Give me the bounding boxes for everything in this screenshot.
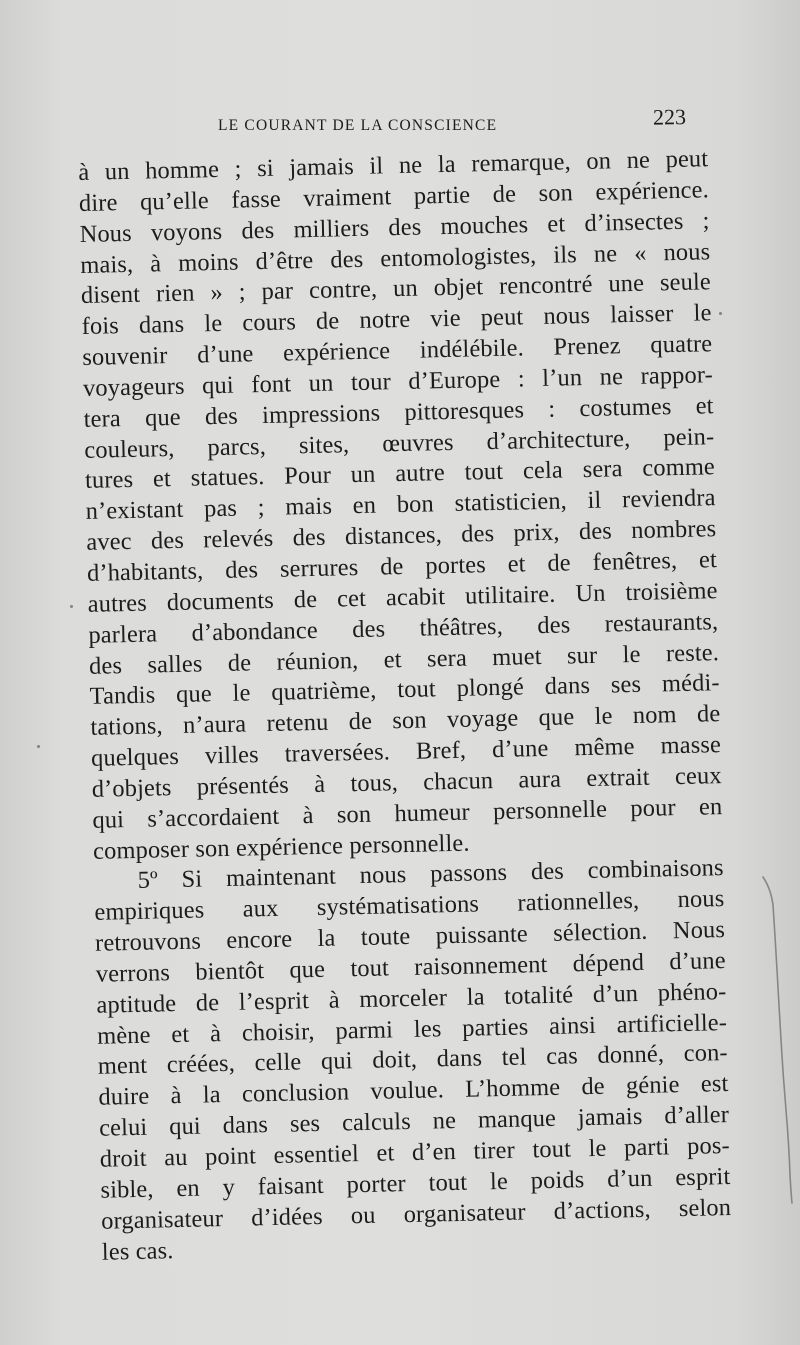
text-line: couleurs, parcs, sites, œuvres d’architecture, pein- xyxy=(84,422,715,464)
text-line: tations, n’aura retenu de son voyage que le nom de xyxy=(90,700,721,742)
text-line: voyageurs qui font un tour d’Europe : l’un ne rappor- xyxy=(82,361,714,402)
text-line: sible, en y faisant porter tout le poids d’un esprit xyxy=(100,1162,731,1204)
text-line: retrouvons encore la toute puissante sélection. Nous xyxy=(94,916,726,957)
text-line: tures et statues. Pour un autre tout cela sera comme xyxy=(84,453,716,495)
text-line: organisateur d’idées ou organisateur d’actions, selon xyxy=(100,1193,732,1235)
text-line: verrons bientôt que tout raisonnement dépend d’une xyxy=(95,947,726,988)
text-line: disent rien » ; par contre, un objet rencontré une seule xyxy=(80,268,712,310)
text-line: fois dans le cours de notre vie peut nous laisser le xyxy=(81,299,712,341)
text-line: tera que des impressions pittoresques : costumes et xyxy=(83,391,714,433)
page-number: 223 xyxy=(652,104,687,130)
text-line: d’habitants, des serrures de portes et de fenêtres, et xyxy=(86,546,718,587)
page-speck xyxy=(719,312,722,315)
text-line: 5º Si maintenant nous passons des combinaisons xyxy=(137,854,724,895)
page-speck xyxy=(70,605,73,608)
text-line: mène et à choisir, parmi les parties ainsi artificielle- xyxy=(96,1008,728,1050)
text-line: duire à la conclusion voulue. L’homme de génie est xyxy=(98,1070,729,1112)
text-line: quelques villes traversées. Bref, d’une même masse xyxy=(90,731,722,772)
text-line: parlera d’abondance des théâtres, des restaurants, xyxy=(88,607,719,649)
text-line: empiriques aux systématisations rationnelles, nous xyxy=(94,885,725,927)
text-line: composer son expérience personnelle. xyxy=(92,829,470,865)
text-line: avec des relevés des distances, des prix, des nombres xyxy=(86,515,717,557)
text-line: celui qui dans ses calculs ne manque jamais d’aller xyxy=(98,1101,730,1142)
text-line: droit au point essentiel et d’en tirer tout le parti pos- xyxy=(99,1132,730,1173)
text-line: Tandis que le quatrième, tout plongé dans ses médi- xyxy=(89,669,720,711)
text-line: d’objets présentés à tous, chacun aura extrait ceux xyxy=(91,761,722,803)
body-text xyxy=(78,144,732,1268)
running-title: LE COURANT DE LA CONSCIENCE xyxy=(218,117,498,134)
page-speck xyxy=(37,745,40,748)
text-line: n’existant pas ; mais en bon statisticien, il reviendra xyxy=(85,484,716,526)
text-line: qui s’accordaient à son humeur personnelle pour en xyxy=(92,792,723,834)
text-line: autres documents de cet acabit utilitaire. Un troisième xyxy=(87,576,718,618)
pencil-margin-mark xyxy=(759,875,797,1205)
text-line: mais, à moins d’être des entomologistes, ils ne « nous xyxy=(80,237,711,279)
text-line: à un homme ; si jamais il ne la remarque, on ne peut xyxy=(78,145,709,186)
text-line: souvenir d’une expérience indélébile. Prenez quatre xyxy=(82,330,713,372)
text-line: les cas. xyxy=(101,1236,174,1266)
running-head xyxy=(218,104,688,142)
text-line: des salles de réunion, et sera muet sur le reste. xyxy=(88,638,720,680)
text-line: Nous voyons des milliers des mouches et d’insectes ; xyxy=(79,206,710,248)
text-line: dire qu’elle fasse vraiment partie de son expérience. xyxy=(78,176,710,217)
text-line: ment créées, celle qui doit, dans tel cas donné, con- xyxy=(97,1039,728,1081)
text-line: aptitude de l’esprit à morceler la totalité d’un phéno- xyxy=(96,977,727,1019)
